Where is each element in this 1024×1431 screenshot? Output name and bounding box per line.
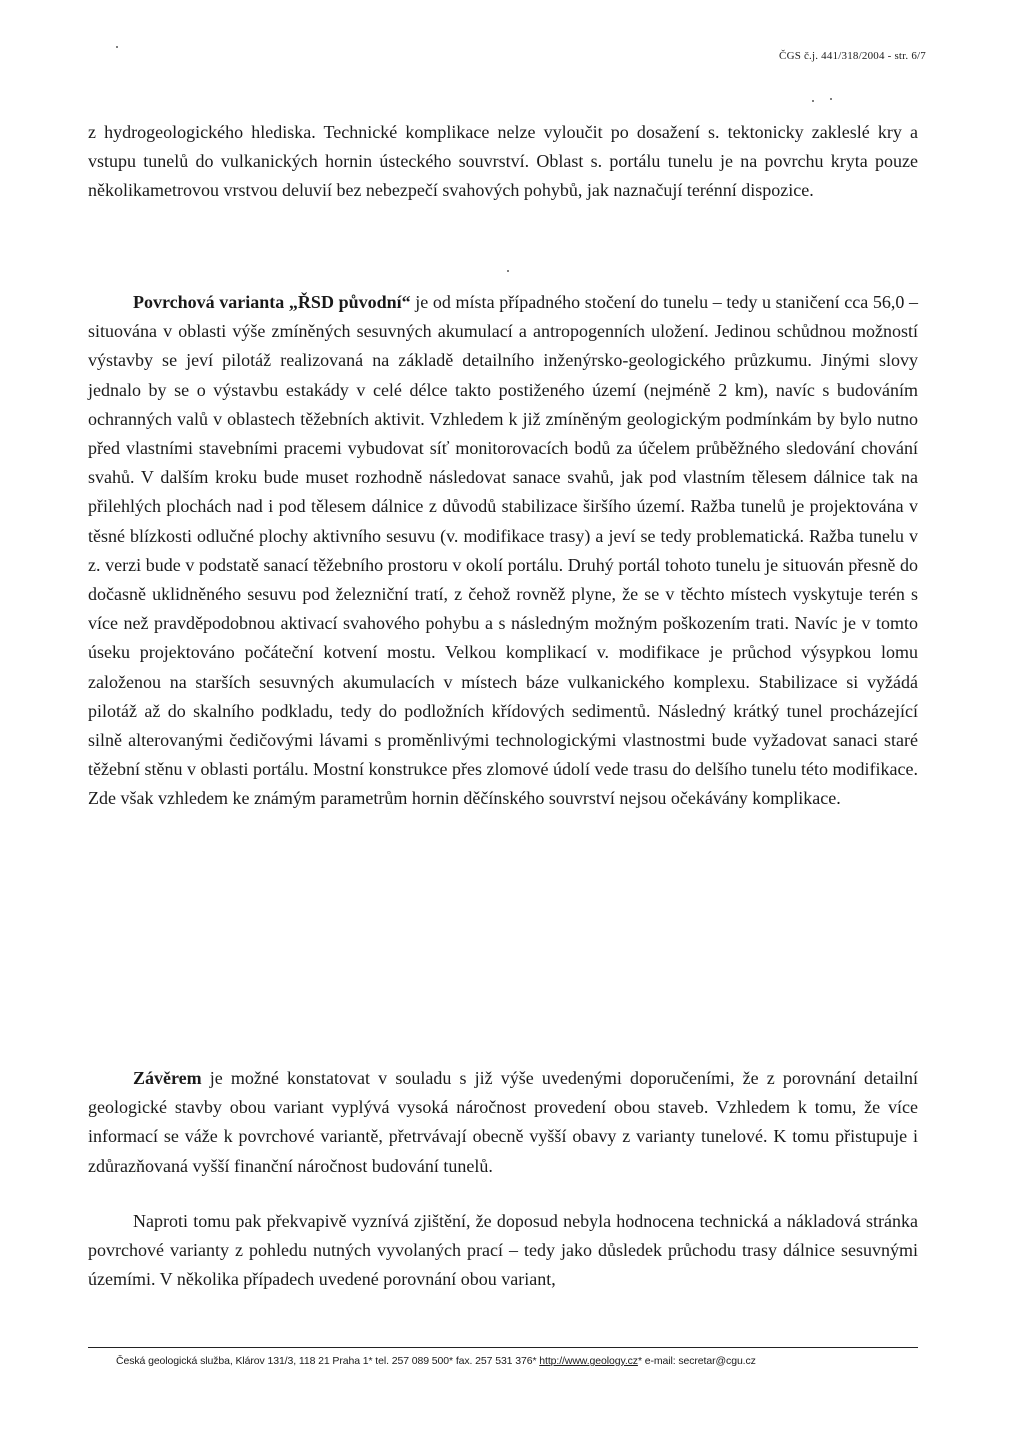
paragraph-comparison	[88, 1207, 918, 1295]
footer-address: Česká geologická služba, Klárov 131/3, 118 21 Praha 1* tel. 257 089 500* fax. 257 531 376*	[116, 1355, 540, 1367]
footer-contact	[116, 1355, 906, 1367]
scan-speck	[507, 270, 509, 272]
paragraph-conclusion	[88, 1064, 918, 1181]
paragraph-text: je od místa případného stočení do tunelu – tedy u staničení cca 56,0 – situována v oblasti výše zmíněných sesuvných akumulací a antropogenních uložení. Jedinou schůdnou možností výstavby se jeví pilotáž realizovaná na základě detailního inženýrsko-geologického průzkumu. Jinými slovy jednalo by se o výstavbu estakády v celé délce takto postiženého území (nejméně 2 km), navíc s budováním ochranných valů v oblastech těžebních aktivit. Vzhledem k již zmíněným geologickým podmínkám by bylo nutno před vlastními stavebními pracemi vybudovat síť monitorovacích bodů za účelem průběžného sledování chování svahů. V dalším kroku bude muset rozhodně následovat sanace svahů, jak pod vlastním tělesem dálnice tak na přilehlých plochách nad i pod tělesem dálnice z důvodů stabilizace širšího území. Ražba tunelů je projektována v těsné blízkosti odlučné plochy aktivního sesuvu (v. modifikace trasy) a jeví se tedy problematická. Ražba tunelu v z. verzi bude v podstatě sanací těžebního prostoru v okolí portálu. Druhý portál tohoto tunelu je situován přesně do dočasně uklidněného sesuvu pod železniční tratí, z čehož rovněž plyne, že se v těchto místech vyskytuje terén s více než pravděpodobnou aktivací svahového pohybu a s následným možným poškozením trati. Navíc je v tomto úseku projektováno počáteční kotvení mostu. Velkou komplikací v. modifikace je průchod výsypkou lomu založenou na starších sesuvných akumulacích v místech báze vulkanického komplexu. Stabilizace si vyžádá pilotáž až do skalního podkladu, tedy do podložních křídových sedimentů. Následný krátký tunel procházející silně alterovanými čedičovými lávami s proměnlivými technologickými vlastnostmi bude vyžadovat sanaci staré těžební stěnu v oblasti portálu. Mostní konstrukce přes zlomové údolí vede trasu do delšího tunelu této modifikace. Zde však vzhledem ke známým parametrům hornin děčínského souvrství nejsou očekávány komplikace.	[88, 292, 918, 809]
paragraph-surface-variant	[88, 288, 918, 814]
paragraph-text: je možné konstatovat v souladu s již výše uvedenými doporučeními, že z porovnání detailní geologické stavby obou variant vyplývá vysoká náročnost provedení obou staveb. Vzhledem k tomu, že více informací se váže k povrchové variantě, přetrvávají obecně vyšší obavy z varianty tunelové. K tomu přistupuje i zdůrazňovaná vyšší finanční náročnost budování tunelů.	[88, 1068, 918, 1176]
scan-speck	[116, 46, 118, 48]
paragraph-text: z hydrogeologického hlediska. Technické komplikace nelze vyloučit po dosažení s. tektonicky zakleslé kry a vstupu tunelů do vulkanických hornin ústeckého souvrství. Oblast s. portálu tunelu je na povrchu kryta pouze několikametrovou vrstvou deluvií bez nebezpečí svahových pohybů, jak naznačují terénní dispozice.	[88, 122, 918, 201]
paragraph-lead: Závěrem	[133, 1068, 202, 1088]
footer-divider	[88, 1347, 918, 1348]
scan-speck	[830, 98, 832, 100]
scan-speck	[812, 100, 814, 102]
footer-email: * e-mail: secretar@cgu.cz	[637, 1355, 756, 1367]
paragraph-lead: Povrchová varianta „ŘSD původní“	[133, 292, 411, 312]
paragraph-hydrogeology	[88, 118, 918, 206]
footer-website-link[interactable]: http://www.geology.cz	[539, 1355, 638, 1367]
paragraph-text: Naproti tomu pak překvapivě vyznívá zjištění, že doposud nebyla hodnocena technická a nákladová stránka povrchové varianty z pohledu nutných vyvolaných prací – tedy jako důsledek průchodu trasy dálnice sesuvnými územími. V několika případech uvedené porovnání obou variant,	[88, 1211, 918, 1290]
page-reference: ČGS č.j. 441/318/2004 - str. 6/7	[779, 50, 926, 62]
